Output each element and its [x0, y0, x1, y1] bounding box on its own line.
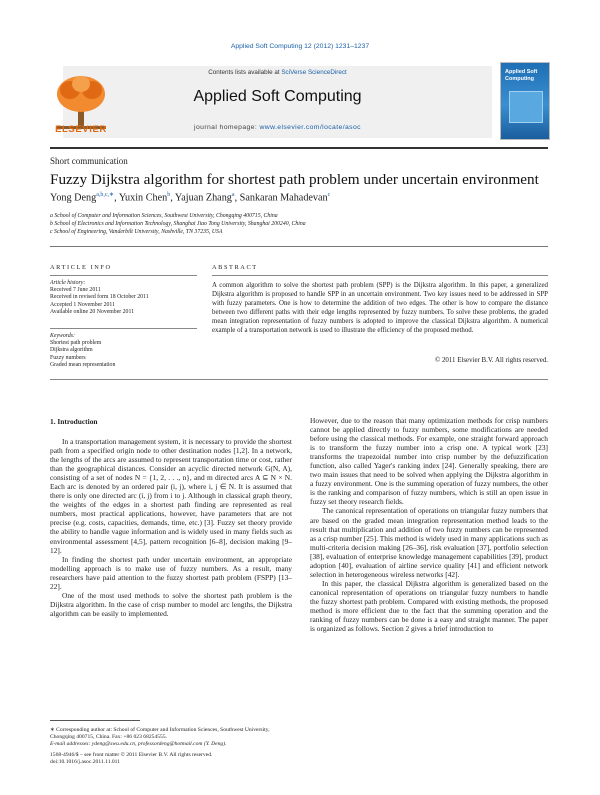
body-column-right — [310, 416, 548, 633]
author-separator: , — [234, 192, 240, 204]
body-paragraph: In finding the shortest path under uncertain environment, an appropriate modelling approach is to make use of fuzzy numbers. As a result, many researchers have paid attention to the fuzzy shortest path problem (FSPP) [13–22]. — [50, 554, 292, 591]
abstract-rule — [212, 275, 548, 276]
article-type: Short communication — [50, 156, 128, 166]
contents-prefix: Contents lists available at — [208, 69, 282, 76]
keyword: Fuzzy numbers — [50, 354, 86, 361]
author-separator: , — [114, 192, 119, 204]
keyword: Shortest path problem — [50, 340, 102, 347]
sciencedirect-link[interactable]: SciVerse ScienceDirect — [281, 69, 347, 76]
footnote-rule — [50, 720, 140, 721]
history-label: Article history: — [50, 280, 86, 286]
author-name: Sankaran Mahadevan — [239, 192, 328, 204]
affiliation-a: a School of Computer and Information Sciences, Southwest University, Chongqing 400715, China — [50, 213, 278, 219]
section-heading-introduction: 1. Introduction — [50, 417, 98, 426]
keywords-list — [50, 333, 115, 369]
keywords-label: Keywords: — [50, 333, 75, 339]
keyword: Graded mean representation — [50, 361, 116, 368]
affiliation-c: c School of Engineering, Vanderbilt University, Nashville, TN 37235, USA — [50, 229, 223, 235]
elsevier-wordmark: ELSEVIER — [55, 124, 107, 135]
author-separator: , — [170, 192, 175, 204]
issn-line: 1568-4946/$ – see front matter © 2011 Elsevier B.V. All rights reserved. — [50, 752, 213, 758]
cover-figure-icon — [509, 91, 543, 123]
title-block-rule — [50, 246, 548, 247]
author-affil-marker[interactable]: c — [327, 192, 331, 198]
paper-title: Fuzzy Dijkstra algorithm for shortest path problem under uncertain environment — [50, 171, 539, 188]
article-info-heading: ARTICLE INFO — [50, 264, 112, 271]
body-paragraph: In this paper, the classical Dijkstra algorithm is generalized based on the canonical representation of operations on triangular fuzzy numbers to handle the fuzzy shortest path problem. Compared with existing methods, the proposed method is more efficient due to the fact that the summing operation and the ranking of fuzzy numbers can be done is a easy and straight manner. The paper is organized as follows. Section 2 gives a brief introduction to — [310, 578, 548, 634]
abstract-text: A common algorithm to solve the shortest path problem (SPP) is the Dijkstra algorithm. In this paper, a generalized Dijkstra algorithm is proposed to handle SPP in an uncertain environment. Two key issues need to be addressed in SPP with fuzzy parameters. One is how to determine the addition of two edges. The other is how to compare the distance between two different paths with their edge lengths represented by fuzzy numbers. To solve these problems, the graded mean integration representation of fuzzy numbers is adopted to improve the classical Dijkstra algorithm. A numerical example of a transportation network is used to illustrate the efficiency of the proposed method. — [212, 282, 548, 334]
body-paragraph: However, due to the reason that many optimization methods for crisp numbers cannot be applied directly to fuzzy numbers, some modifications are needed before using the classical methods. For example, one straight forward approach is to transform the fuzzy number into a crisp one. A typical work [23] transforms the trapezoidal number into crisp number by the defuzzification function, also called Yager's ranking index [24]. Generally speaking, there are two main issues that need to be solved when applying the Dijkstra algorithm in a fuzzy environment. One is the summing operation of fuzzy numbers, the other is the ranking and comparison of fuzzy numbers, which is still an open issue in fuzzy set theory research fields. — [310, 416, 548, 507]
keywords-rule — [50, 328, 197, 329]
history-item: Received 7 June 2011 — [50, 287, 101, 294]
history-item: Available online 20 November 2011 — [50, 308, 135, 315]
issn-block — [50, 752, 212, 766]
homepage-prefix: journal homepage: — [194, 124, 260, 131]
homepage-link[interactable]: www.elsevier.com/locate/asoc — [259, 124, 361, 131]
corresponding-author-note: ∗ Corresponding author at: School of Computer and Information Sciences, Southwest University, Chongqing 400715, China. Fax: +86 023 68254555. — [50, 727, 270, 740]
author-name: Yong Deng — [50, 192, 97, 204]
journal-cover-thumbnail[interactable] — [500, 62, 550, 140]
article-info-rule — [50, 275, 197, 276]
affiliation-b: b School of Electronics and Information Technology, Shanghai Jiao Tong University, Shanghai 200240, China — [50, 221, 306, 227]
corresponding-author-footnote — [50, 727, 292, 748]
history-item: Accepted 1 November 2011 — [50, 301, 115, 308]
contents-availability — [63, 69, 492, 76]
author-list — [50, 191, 330, 203]
author-name: Yajuan Zhang — [174, 192, 232, 204]
header-rule — [50, 147, 548, 149]
author-affil-marker[interactable]: b — [167, 192, 171, 198]
history-item: Received in revised form 18 October 2011 — [50, 294, 149, 301]
abstract-bottom-rule — [50, 379, 548, 380]
body-paragraph: In a transportation management system, it is necessary to provide the shortest path from a specified origin node to other destination nodes [1,2]. In a network, the lengths of the arcs are assumed to represent transportation time or cost, rather than the geographical distances. Consider an acyclic directed network G(N, A), consisting of a set of nodes N = {1, 2, . . ., n}, and m directed arcs A ⊆ N × N. Each arc is denoted by an ordered pair (i, j), where i, j ∈ N. It is assumed that there is only one directed arc (i, j) from i to j. Although in classical graph theory, the weights of the edges in a shortest path finding are represented as real numbers, most practical applications, however, have parameters that are not precise (e.g. costs, capacities, demands, time, etc.) [3]. Fuzzy set theory provide the ability to handle vague information and is widely used in many fields such as environmental assessment [4,5], pattern recognition [6–8], decision making [9–12]. — [50, 437, 292, 555]
keyword: Dijkstra algorithm — [50, 347, 93, 354]
body-paragraph: The canonical representation of operations on triangular fuzzy numbers that are based on the graded mean integration representation method leads to the result that multiplication and addition of two fuzzy numbers can be represented as a crisp number [25]. This method is widely used in many applications such as multi-criteria decision making [26–36], risk evaluation [37], portfolio selection [38], evaluation of enterprise knowledge management capabilities [39], product adoption [40], evaluation of airline service quality [41] and efficient network selection in heterogeneous wireless networks [42]. — [310, 506, 548, 579]
doi-line[interactable]: doi:10.1016/j.asoc.2011.11.011 — [50, 759, 121, 765]
cover-title: Applied Soft Computing — [505, 69, 538, 82]
journal-title: Applied Soft Computing — [193, 88, 362, 105]
author-affil-marker[interactable]: a,b,c,∗ — [96, 192, 115, 198]
article-history — [50, 280, 149, 316]
journal-reference[interactable]: Applied Soft Computing 12 (2012) 1231–1237 — [230, 43, 370, 50]
body-column-left — [50, 437, 292, 618]
copyright-notice: © 2011 Elsevier B.V. All rights reserved. — [435, 357, 548, 364]
email-addresses[interactable]: E-mail addresses: ydeng@swu.edu.cn, professordeng@hotmail.com (Y. Deng). — [50, 741, 227, 747]
author-name: Yuxin Chen — [118, 192, 168, 204]
journal-homepage — [63, 124, 492, 131]
abstract-heading: ABSTRACT — [212, 264, 258, 271]
body-paragraph: One of the most used methods to solve the shortest path problem is the Dijkstra algorithm. In the case of crisp number to model arc lengths, the Dijkstra algorithm can be easily to implemented. — [50, 590, 292, 618]
author-affil-marker[interactable]: a — [231, 192, 235, 198]
